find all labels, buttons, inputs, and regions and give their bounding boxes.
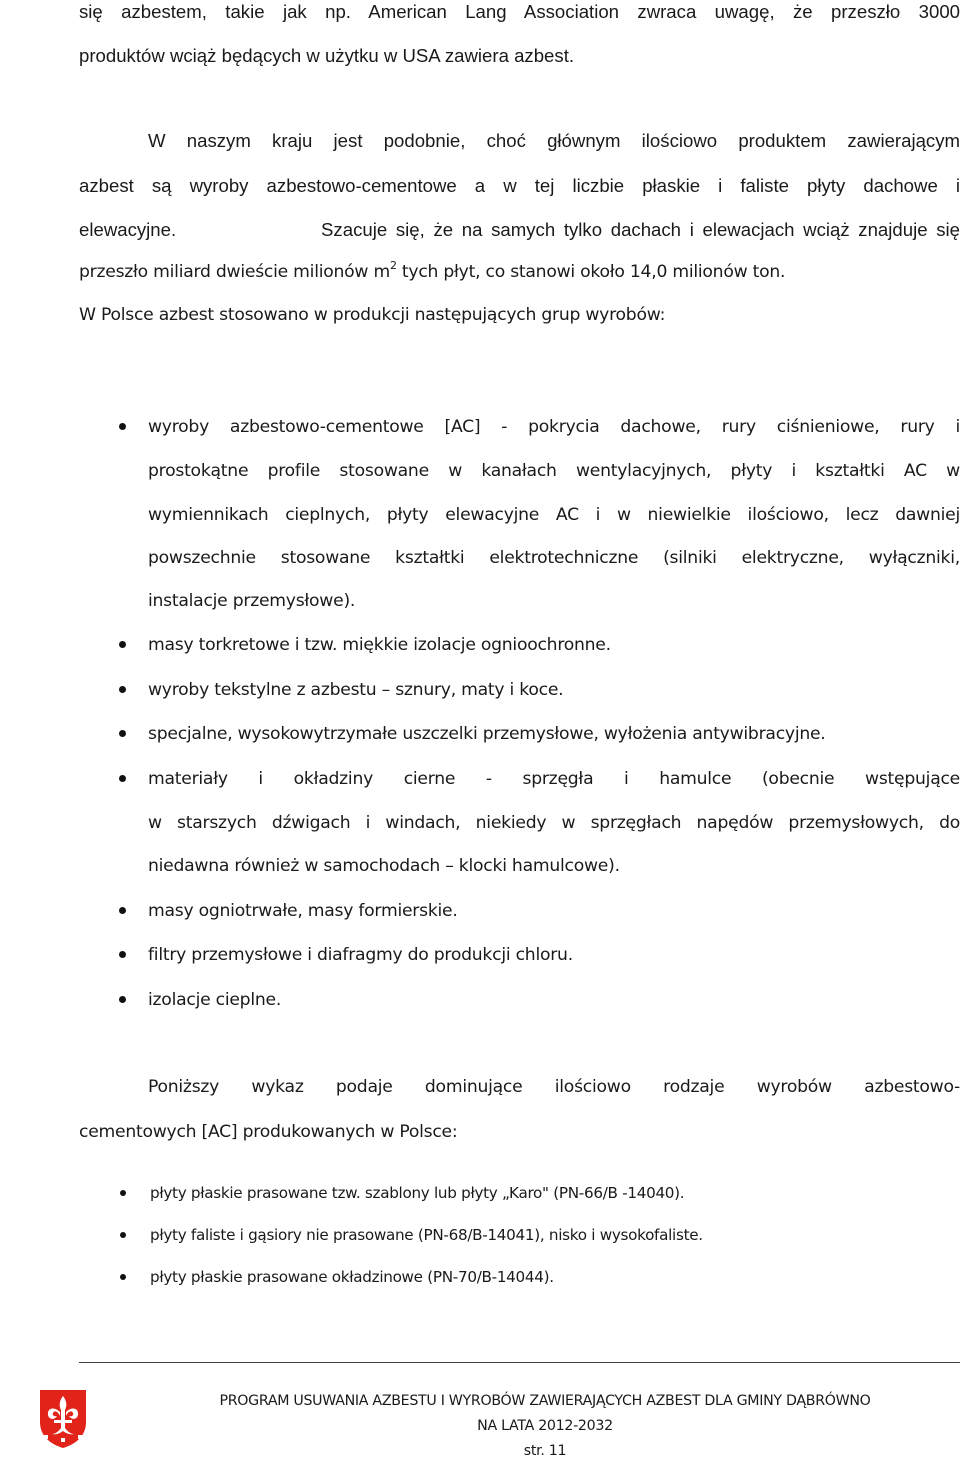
paragraph-3-line-2: cementowych [AC] produkowanych w Polsce: [79,1122,458,1142]
paragraph-2-line-5: W Polsce azbest stosowano w produkcji następujących grup wyrobów: [79,305,666,325]
paragraph-2-line-3 [79,218,960,242]
paragraph-2-line-3-end: Szacuje się, że na samych tylko dachach i elewacjach wciąż znajduje się [321,219,960,240]
bullet-icon [120,1274,126,1280]
paragraph-2-line-4-start: przeszło miliard dwieście milionów m [79,262,390,282]
paragraph-3-line-1: Poniższy wykaz podaje dominujące ilościowo rodzaje wyrobów azbestowo- [148,1077,960,1097]
fleur-de-lis-coat-of-arms-icon [38,1388,88,1450]
list-item: płyty płaskie prasowane okładzinowe (PN-70/B-14044). [150,1268,554,1286]
list-item-line: powszechnie stosowane kształtki elektrotechniczne (silniki elektryczne, wyłączniki, [148,548,960,568]
paragraph-2-line-1: W naszym kraju jest podobnie, choć głównym ilościowo produktem zawierającym [148,130,960,151]
list-item-line: materiały i okładziny cierne - sprzęgła i hamulce (obecnie wstępujące [148,769,960,789]
bullet-icon [119,423,126,430]
list-item-line: niedawna również w samochodach – klocki hamulcowe). [148,856,620,876]
paragraph-2-line-3-start: elewacyjne. [79,219,177,240]
bullet-icon [120,1232,126,1238]
paragraph-1-line-2: produktów wciąż będących w użytku w USA zawiera azbest. [79,45,575,66]
bullet-icon [119,686,126,693]
list-item-line: prostokątne profile stosowane w kanałach wentylacyjnych, płyty i kształtki AC w [148,461,960,481]
list-item-line: w starszych dźwigach i windach, niekiedy w sprzęgłach napędów przemysłowych, do [148,813,960,833]
list-item: płyty faliste i gąsiory nie prasowane (PN-68/B-14041), nisko i wysokofaliste. [150,1226,703,1244]
list-item-line: wymiennikach cieplnych, płyty elewacyjne AC i w niewielkie ilościowo, lecz dawniej [148,505,960,525]
bullet-icon [120,1190,126,1196]
page-number: str. 11 [523,1443,567,1459]
list-item: płyty płaskie prasowane tzw. szablony lub płyty „Karo" (PN-66/B -14040). [150,1184,685,1202]
paragraph-2-line-4 [79,260,960,284]
bullet-icon [119,907,126,914]
bullet-icon [119,730,126,737]
footer-title-line-2: NA LATA 2012-2032 [477,1418,613,1434]
paragraph-1-line-1: się azbestem, takie jak np. American Lang Association zwraca uwagę, że przeszło 3000 [79,1,960,22]
superscript-2: 2 [389,259,397,272]
footer-title-line-1: PROGRAM USUWANIA AZBESTU I WYROBÓW ZAWIERAJĄCYCH AZBEST DLA GMINY DĄBRÓWNO [219,1393,871,1409]
bullet-icon [119,775,126,782]
list-item-line: wyroby azbestowo-cementowe [AC] - pokrycia dachowe, rury ciśnieniowe, rury i [148,417,960,437]
bullet-icon [119,641,126,648]
footer-divider [79,1362,960,1363]
list-item-line: specjalne, wysokowytrzymałe uszczelki przemysłowe, wyłożenia antywibracyjne. [148,724,826,744]
list-item-line: wyroby tekstylne z azbestu – sznury, maty i koce. [148,680,564,700]
bullet-icon [119,996,126,1003]
paragraph-2-line-4-end: tych płyt, co stanowi około 14,0 milionów ton. [396,262,786,282]
list-item-line: filtry przemysłowe i diafragmy do produkcji chloru. [148,945,573,965]
list-item-line: masy ogniotrwałe, masy formierskie. [148,901,458,921]
list-item-line: instalacje przemysłowe). [148,591,356,611]
list-item-line: izolacje cieplne. [148,990,282,1010]
list-item-line: masy torkretowe i tzw. miękkie izolacje ognioochronne. [148,635,611,655]
bullet-icon [119,951,126,958]
paragraph-2-line-2: azbest są wyroby azbestowo-cementowe a w tej liczbie płaskie i faliste płyty dachowe i [79,175,960,196]
